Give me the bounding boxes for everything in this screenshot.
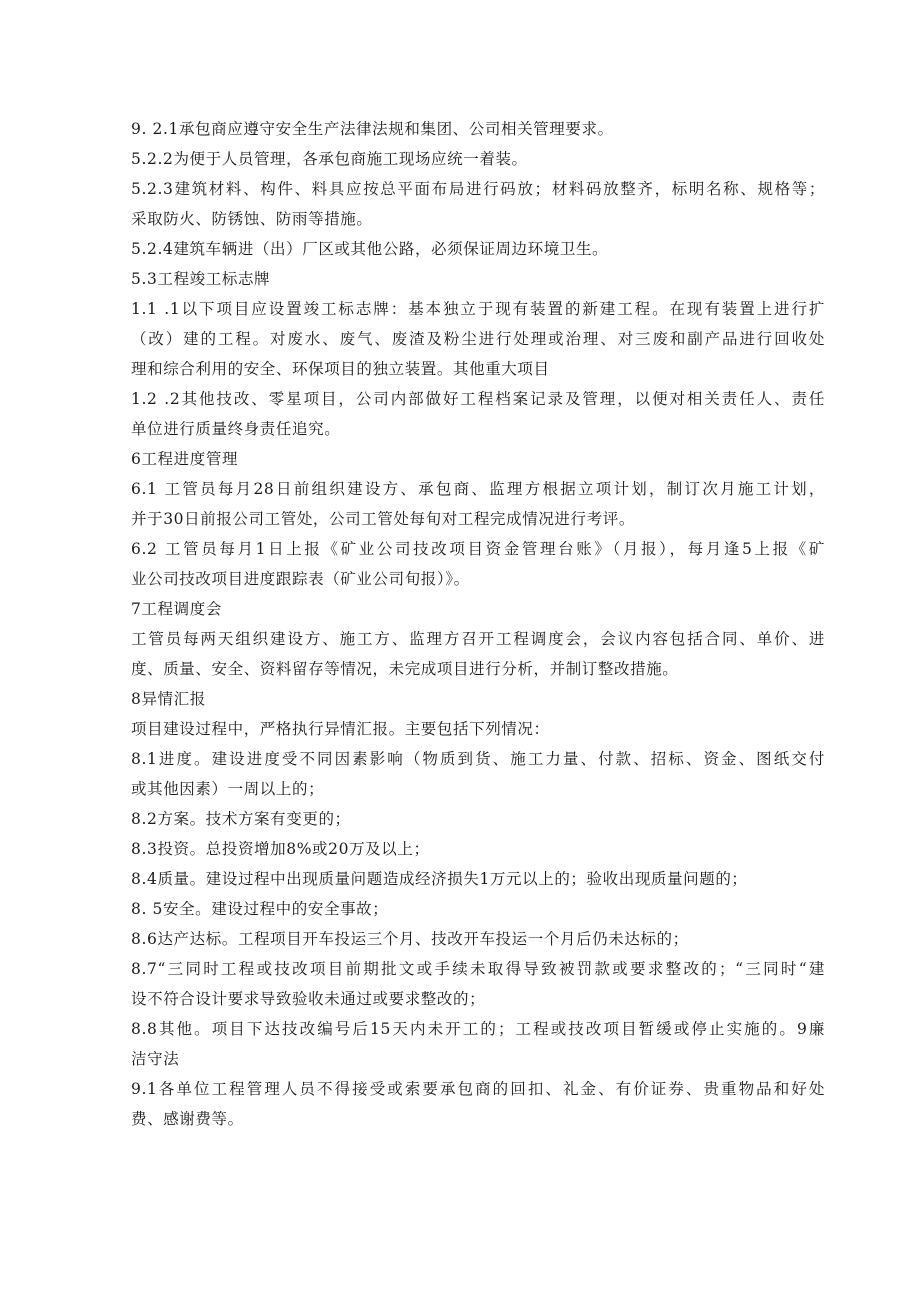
text-line: 9. 2.1承包商应遵守安全生产法律法规和集团、公司相关管理要求。 <box>131 120 614 138</box>
text-line: 8.4质量。建设过程中出现质量问题造成经济损失1万元以上的；验收出现质量问题的； <box>131 870 748 888</box>
text-line: 8.2方案。技术方案有变更的； <box>131 810 351 828</box>
text-line: 9.1各单位工程管理人员不得接受或索要承包商的回扣、礼金、有价证券、贵重物品和好处 <box>131 1080 825 1098</box>
text-line: 项目建设过程中，严格执行异情汇报。主要包括下列情况： <box>131 720 550 738</box>
text-line: 理和综合利用的安全、环保项目的独立装置。其他重大项目 <box>131 360 550 378</box>
text-line: 8.1进度。建设进度受不同因素影响（物质到货、施工力量、付款、招标、资金、图纸交付 <box>131 750 825 768</box>
text-line: 设不符合设计要求导致验收未通过或要求整改的； <box>131 990 486 1008</box>
text-line: 8.6达产达标。工程项目开车投运三个月、技改开车投运一个月后仍未达标的； <box>131 930 689 948</box>
text-line: 6.1 工管员每月28日前组织建设方、承包商、监理方根据立项计划，制订次月施工计划， <box>131 480 825 498</box>
text-line: 8. 5安全。建设过程中的安全事故； <box>131 900 389 918</box>
text-line: 工管员每两天组织建设方、施工方、监理方召开工程调度会，会议内容包括合同、单价、进 <box>131 630 825 648</box>
text-line: （改）建的工程。对废水、废气、废渣及粉尘进行处理或治理、对三废和副产品进行回收处 <box>131 330 825 348</box>
section-heading: 5.3工程竣工标志牌 <box>131 270 271 288</box>
text-line: 1.1 .1以下项目应设置竣工标志牌：基本独立于现有装置的新建工程。在现有装置上进行扩 <box>131 300 825 318</box>
section-heading: 7工程调度会 <box>131 600 222 618</box>
text-line: 8.3投资。总投资增加8%或20万及以上； <box>131 840 430 858</box>
text-line: 8.7“三同时工程或技改项目前期批文或手续未取得导致被罚款或要求整改的；“三同时“建 <box>131 960 825 978</box>
text-line: 洁守法 <box>131 1050 180 1068</box>
text-line: 并于30日前报公司工管处，公司工管处每旬对工程完成情况进行考评。 <box>131 510 635 528</box>
text-line: 5.2.4建筑车辆进（出）厂区或其他公路，必须保证周边环境卫生。 <box>131 240 609 258</box>
text-line: 1.2 .2其他技改、零星项目，公司内部做好工程档案记录及管理，以便对相关责任人、责任 <box>131 390 825 408</box>
text-line: 业公司技改项目进度跟踪表（矿业公司旬报）》。 <box>131 570 470 588</box>
text-line: 或其他因素）一周以上的； <box>131 780 325 798</box>
text-line: 费、感谢费等。 <box>131 1110 244 1128</box>
text-line: 6.2 工管员每月1日上报《矿业公司技改项目资金管理台账》（月报），每月逢5上报《矿 <box>131 540 825 558</box>
section-heading: 8异情汇报 <box>131 690 206 708</box>
text-line: 单位进行质量终身责任追究。 <box>131 420 341 438</box>
section-heading: 6工程进度管理 <box>131 450 239 468</box>
text-line: 5.2.2为便于人员管理，各承包商施工现场应统一着装。 <box>131 150 528 168</box>
text-line: 5.2.3建筑材料、构件、料具应按总平面布局进行码放；材料码放整齐，标明名称、规格等； <box>131 180 825 198</box>
text-line: 采取防火、防锈蚀、防雨等措施。 <box>131 210 373 228</box>
document-body <box>131 114 825 1134</box>
text-line: 8.8其他。项目下达技改编号后15天内未开工的；工程或技改项目暂缓或停止实施的。9廉 <box>131 1020 825 1038</box>
text-line: 度、质量、安全、资料留存等情况，未完成项目进行分析，并制订整改措施。 <box>131 660 679 678</box>
